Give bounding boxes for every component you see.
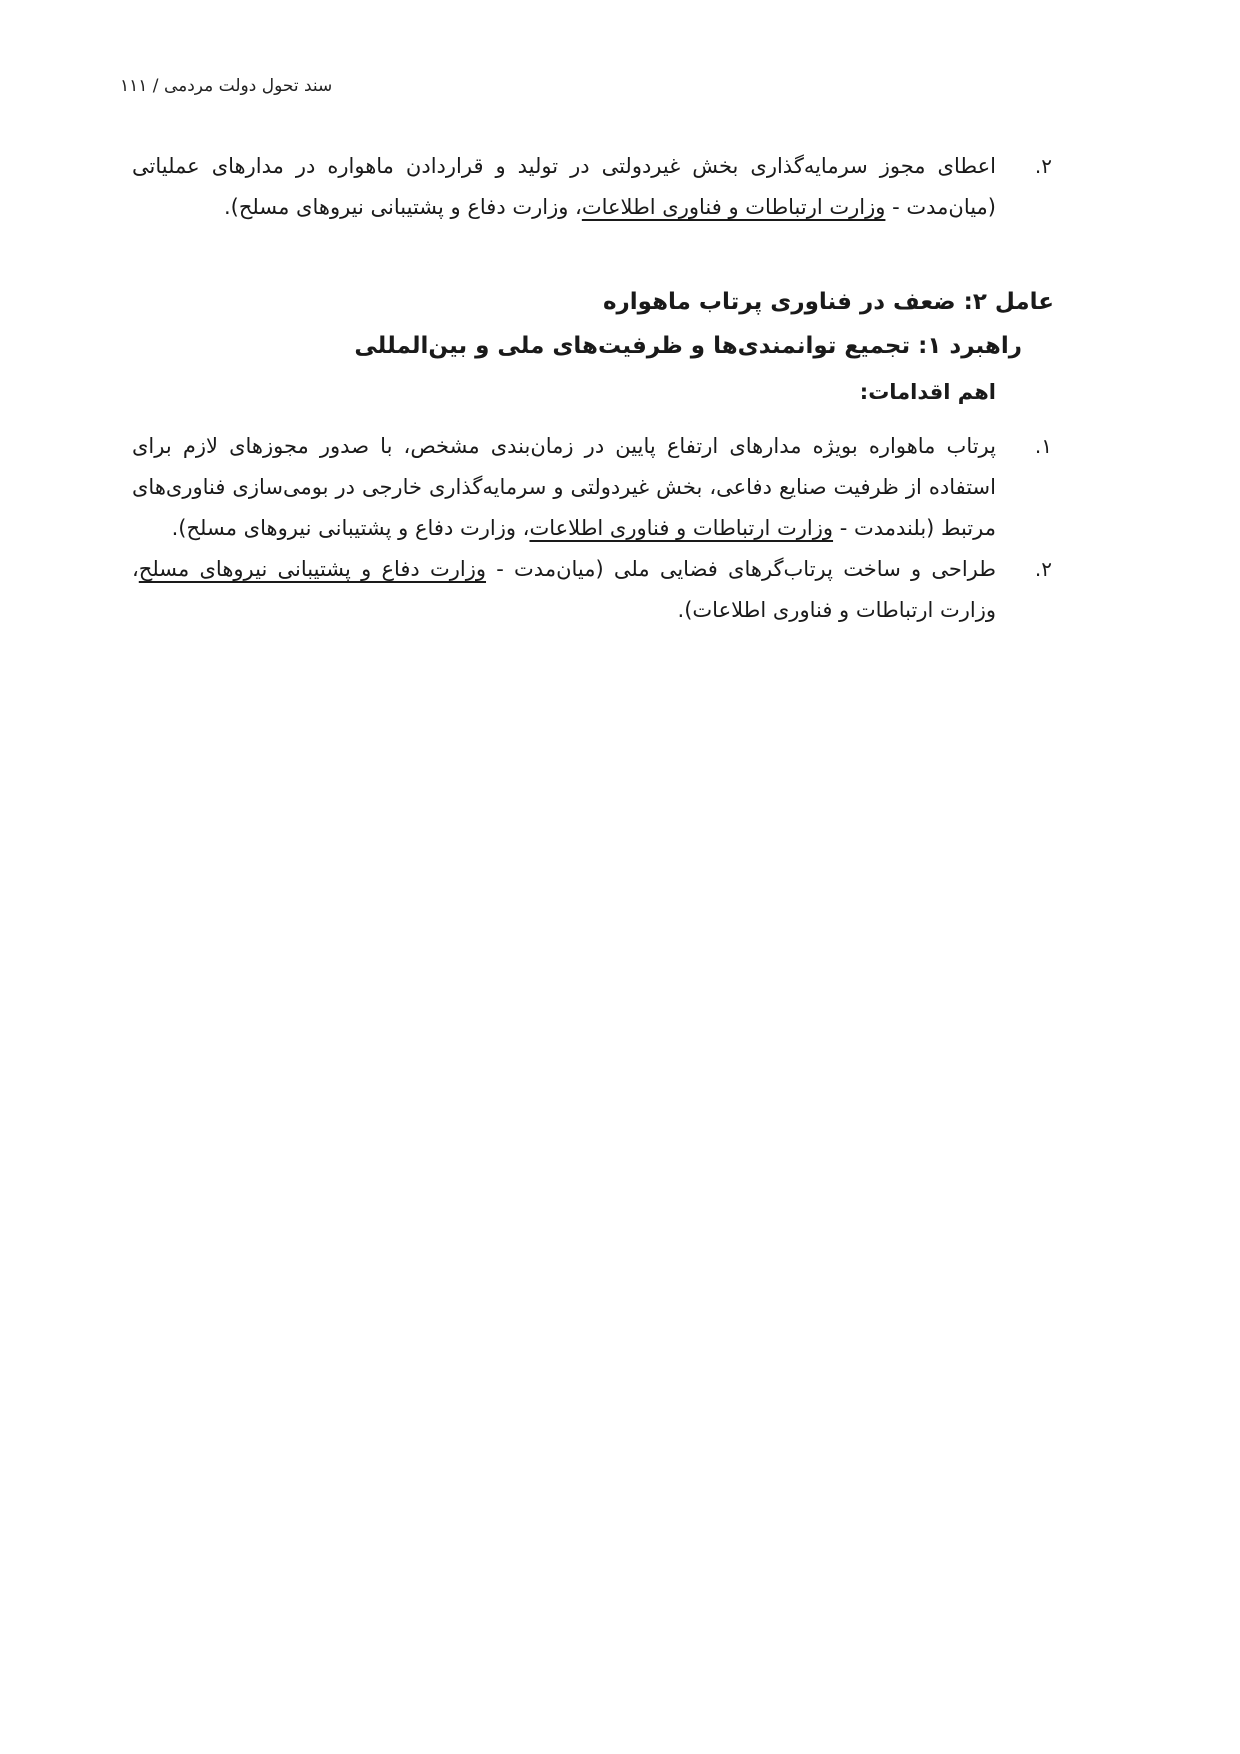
factor-heading: عامل ۲: ضعف در فناوری پرتاب ماهواره <box>602 289 1054 315</box>
list-item <box>132 549 1052 631</box>
responsible-body-underlined: وزارت دفاع و پشتیبانی نیروهای مسلح <box>138 557 487 581</box>
list-item-number: ۲. <box>1034 154 1052 178</box>
list-item <box>132 426 1052 549</box>
list-item-text-end: ، وزارت ارتباطات و فناوری اطلاعات). <box>132 557 996 622</box>
actions-list <box>132 426 1052 631</box>
list-item-number: ۱. <box>1034 434 1052 458</box>
strategy-heading: راهبرد ۱: تجمیع توانمندی‌ها و ظرفیت‌های ملی و بین‌المللی <box>354 333 1022 359</box>
list-item <box>132 146 1052 228</box>
list-item-text-end: ، وزارت دفاع و پشتیبانی نیروهای مسلح). <box>224 195 582 219</box>
list-item-text: طراحی و ساخت پرتاب‌گرهای فضایی ملی (میان‌مدت - <box>486 557 996 581</box>
list-item-text-end: ، وزارت دفاع و پشتیبانی نیروهای مسلح). <box>171 516 530 540</box>
top-action-list <box>132 146 1052 228</box>
list-item-text: پرتاب ماهواره بویژه مدارهای ارتفاع پایین در زمان‌بندی مشخص، با صدور مجوزهای لازم برای استفاده از ظرفیت صنایع دفاعی، بخش غیردولتی و سرمایه‌گذاری خارجی در بومی‌سازی فناوری‌های مرتبط (بلندمدت - <box>132 434 996 540</box>
actions-heading: اهم اقدامات: <box>859 380 996 404</box>
responsible-body-underlined: وزارت ارتباطات و فناوری اطلاعات <box>529 516 834 540</box>
responsible-body-underlined: وزارت ارتباطات و فناوری اطلاعات <box>581 195 886 219</box>
list-item-text: اعطای مجوز سرمایه‌گذاری بخش غیردولتی در تولید و قراردادن ماهواره در مدارهای عملیاتی (میان‌مدت - <box>132 154 996 219</box>
list-item-number: ۲. <box>1034 557 1052 581</box>
running-header: سند تحول دولت مردمی / ۱۱۱ <box>120 76 333 96</box>
